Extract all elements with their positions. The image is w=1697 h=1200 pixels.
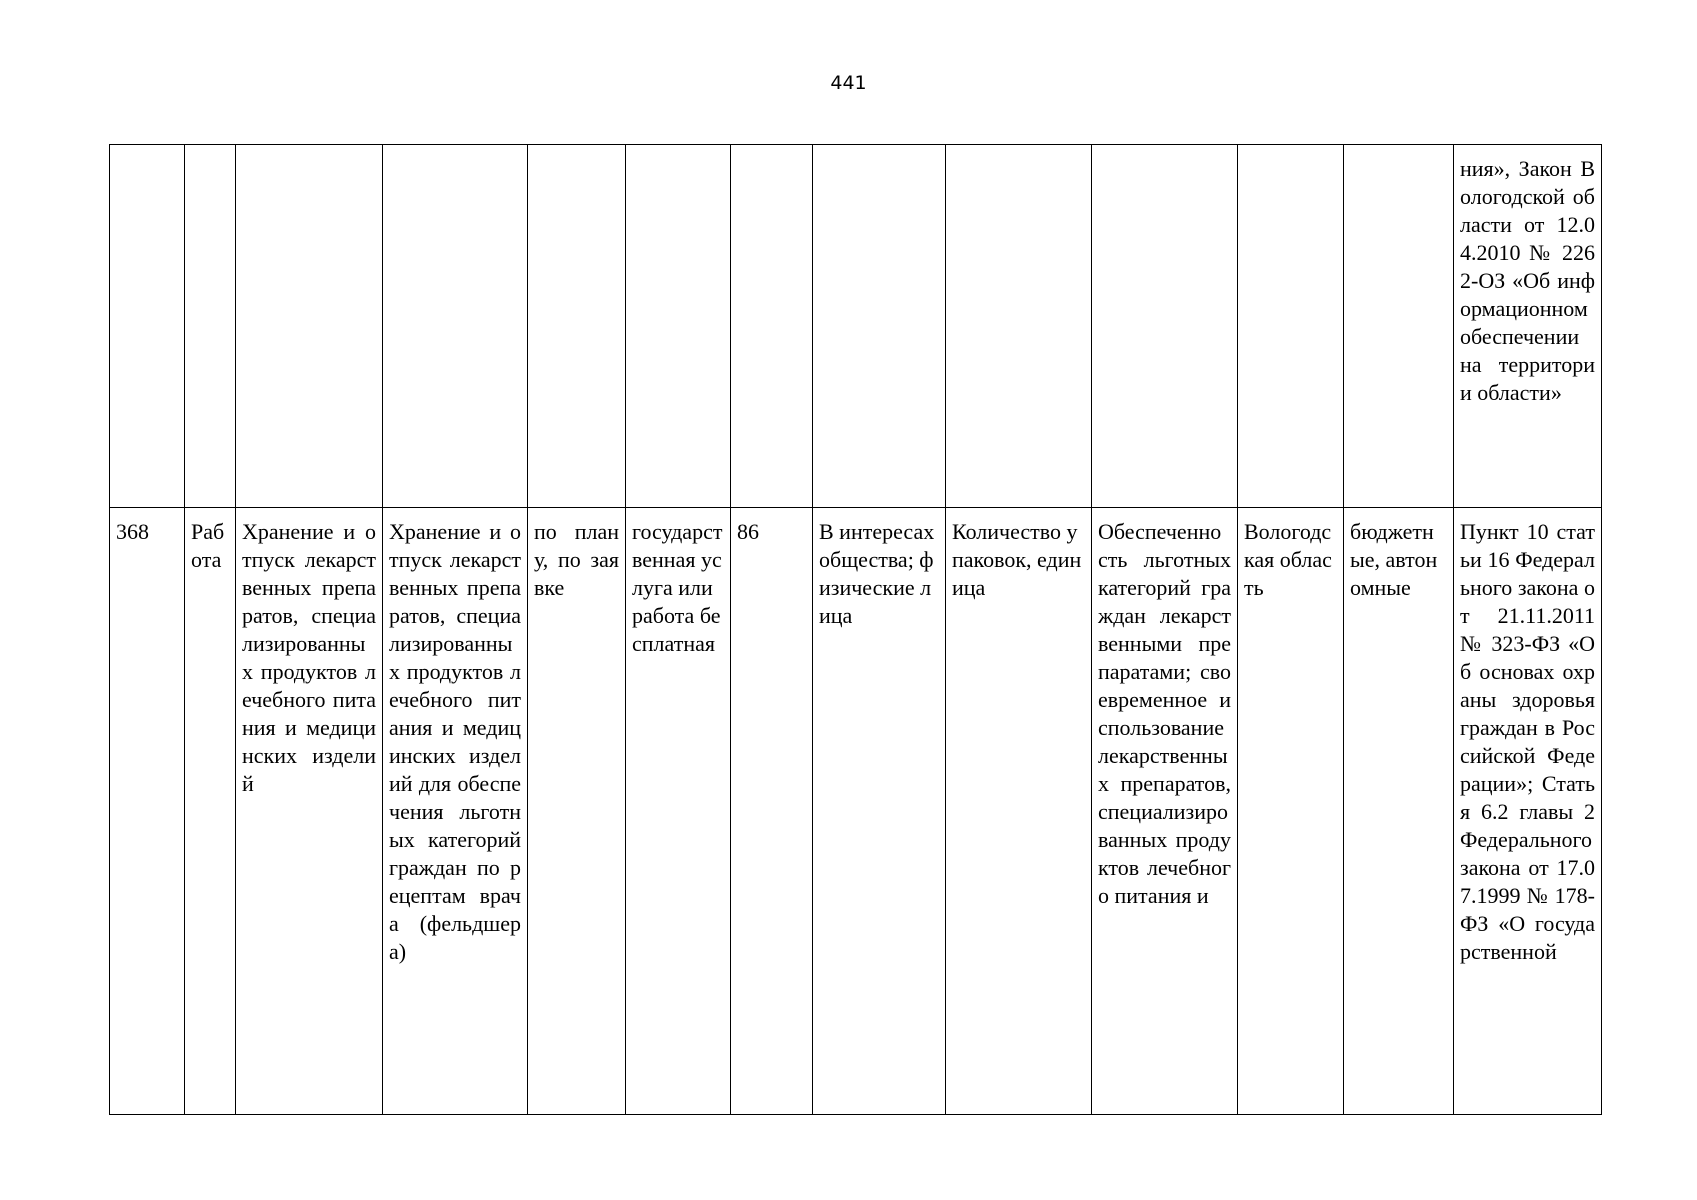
page-number: 441 xyxy=(830,72,867,94)
services-registry-table xyxy=(109,144,1602,1115)
cell-legal-basis: Пункт 10 статьи 16 Федерального закона от 21.11.2011 № 323-ФЗ «Об основах охраны здоровья граждан в Российской Федерации»; Статья 6.2 главы 2 Федерального закона от 17.07.1999 № 178-ФЗ «О государственной xyxy=(1454,508,1602,1115)
cell-service-content: Хранение и отпуск лекарственных препаратов, специализированных продуктов лечебного питания и медицинских изделий для обеспечения льготных категорий граждан по рецептам врача (фельдшера) xyxy=(383,508,528,1115)
cell-institution-type: бюджетные, автономные xyxy=(1344,508,1454,1115)
cell-service-name: Хранение и отпуск лекарственных препаратов, специализированных продуктов лечебного питания и медицинских изделий xyxy=(236,508,383,1115)
cell-type xyxy=(185,145,236,508)
cell-region xyxy=(1238,145,1344,508)
cell-consumers: В интересах общества; физические лица xyxy=(813,508,946,1115)
cell-service-content xyxy=(383,145,528,508)
cell-conditions: по плану, по заявке xyxy=(528,508,626,1115)
cell-region: Вологодская область xyxy=(1238,508,1344,1115)
cell-conditions xyxy=(528,145,626,508)
cell-service-name xyxy=(236,145,383,508)
table-row-continuation xyxy=(110,145,1602,508)
cell-payment-type: государственная услуга или работа бесплатная xyxy=(626,508,731,1115)
cell-legal-basis: ния», Закон Вологодской области от 12.04.2010 № 2262-ОЗ «Об информационном обеспечении на территории области» xyxy=(1454,145,1602,508)
cell-quality-indicator: Обеспеченность льготных категорий граждан лекарственными препаратами; своевременное использование лекарственных препаратов, специализированных продуктов лечебного питания и xyxy=(1092,508,1238,1115)
cell-number: 368 xyxy=(110,508,185,1115)
cell-institution-type xyxy=(1344,145,1454,508)
cell-type: Работа xyxy=(185,508,236,1115)
cell-payment-type xyxy=(626,145,731,508)
cell-code: 86 xyxy=(731,508,813,1115)
cell-consumers xyxy=(813,145,946,508)
cell-quality-indicator xyxy=(1092,145,1238,508)
cell-code xyxy=(731,145,813,508)
cell-number xyxy=(110,145,185,508)
cell-volume-indicator xyxy=(946,145,1092,508)
table-row-368 xyxy=(110,508,1602,1115)
cell-volume-indicator: Количество упаковок, единица xyxy=(946,508,1092,1115)
